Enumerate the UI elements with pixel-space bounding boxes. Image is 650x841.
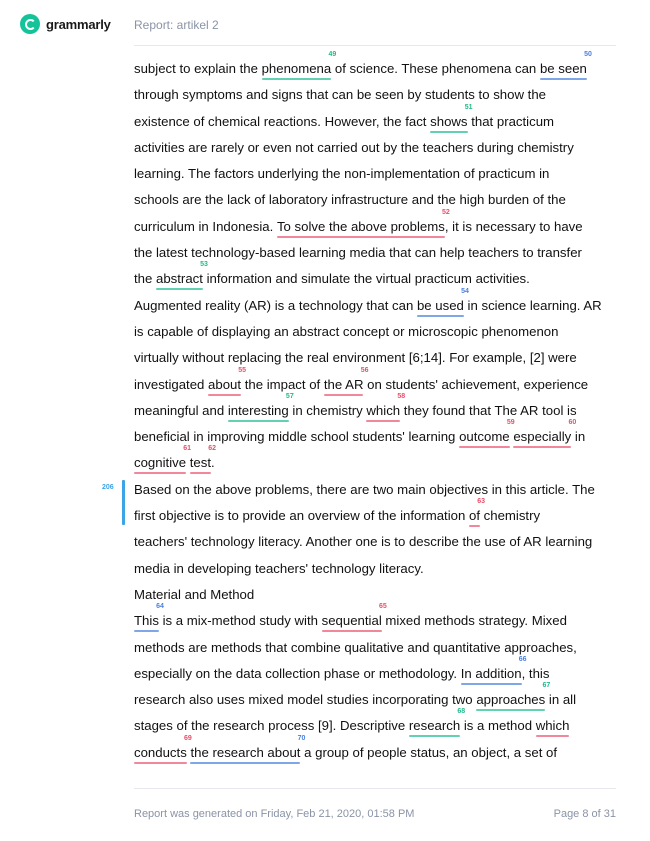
text-line [134,161,614,187]
suggestion-number: 51 [464,103,473,111]
text-line [134,319,614,345]
highlight-text: which [366,402,401,418]
highlight-text: test [189,455,211,471]
highlight-text: of [468,508,480,524]
suggestion-highlight[interactable] [189,445,216,471]
suggestion-highlight[interactable] [513,419,577,445]
text-line [134,734,614,766]
text-segment: chemistry [479,508,541,524]
section-heading [134,582,614,611]
highlight-text: shows [430,113,468,129]
suggestion-number: 49 [328,51,337,58]
text-segment: that practicum [467,113,555,129]
text-segment: teachers' technology literacy. Another one is to describe the use of AR learning [134,534,593,550]
suggestion-highlight[interactable] [476,682,551,708]
suggestion-highlight[interactable] [430,103,473,130]
text-segment: learning. The factors underlying the non-implementation of practicum in [134,166,550,182]
suggestion-number: 60 [568,419,577,427]
suggestion-highlight[interactable] [321,603,387,629]
text-line [134,366,614,398]
suggestion-number: 55 [238,366,247,374]
suggestion-highlight[interactable] [539,51,592,77]
suggestion-highlight[interactable] [536,717,570,734]
suggestion-highlight[interactable] [408,708,466,734]
text-segment: beneficial in improving middle school students' learning [134,429,460,445]
suggestion-highlight[interactable] [416,287,469,314]
highlight-text: be used [416,297,464,313]
text-segment: schools are the lack of laboratory infrastructure and the high burden of the [134,192,566,208]
text-line [134,445,614,476]
highlight-text: interesting [227,402,289,418]
text-segment: curriculum in Indonesia. [134,218,277,234]
text-line [102,477,614,506]
text-segment: , it is necessary to have [444,218,583,234]
text-line [134,187,614,213]
text-segment: Material and Method [134,586,255,602]
text-segment: , this [521,665,550,681]
suggestion-number: 52 [442,208,450,216]
suggestion-number: 67 [542,682,551,690]
text-segment: on students' achievement, experience [363,376,589,392]
suggestion-highlight[interactable] [468,498,485,524]
suggestion-highlight[interactable] [276,208,450,235]
text-segment: virtually without replacing the real environment [6;14]. For example, [2] were [134,350,577,366]
text-line [134,392,614,427]
paragraph-marker[interactable] [122,480,125,525]
highlight-text: sequential [321,613,382,629]
suggestion-highlight[interactable] [190,734,306,761]
suggestion-number: 61 [183,445,192,453]
text-line [134,287,614,319]
highlight-text: approaches [476,692,546,708]
highlight-text: which [535,718,570,734]
text-segment: methods are methods that combine qualitative and quantitative approaches, [134,639,577,655]
paragraph-number: 206 [102,483,114,491]
text-segment: media in developing teachers' technology literacy. [134,560,424,576]
text-line [134,498,614,529]
text-line [134,51,614,82]
highlight-text: To solve the above problems [276,218,445,234]
text-line [134,261,614,292]
text-segment: the latest technology-based learning media that can help teachers to transfer [134,245,582,261]
text-segment: the [134,271,156,287]
text-segment: the impact of [241,376,324,392]
highlight-text: the research about [190,744,301,760]
highlight-text: be seen [539,61,587,76]
text-segment: in all [545,692,577,708]
text-segment: subject to explain the [134,61,262,76]
suggestion-highlight[interactable] [323,366,369,393]
text-line [134,635,614,661]
grammarly-g-icon [20,14,40,34]
text-segment: in science learning. AR [463,297,602,313]
text-line [134,708,614,739]
text-segment: Augmented reality (AR) is a technology that can [134,297,417,313]
suggestion-highlight[interactable] [134,734,192,761]
highlight-text: about [208,376,242,392]
text-line [134,82,614,108]
highlight-text: In addition [460,665,522,681]
suggestion-number: 70 [297,734,306,742]
text-segment: is capable of displaying an abstract concept or microscopic phenomenon [134,323,559,339]
suggestion-number: 63 [477,498,485,506]
logo-text: grammarly [46,16,111,32]
highlight-text: outcome [459,429,510,445]
text-line [134,419,614,453]
text-segment: mixed methods strategy. Mixed [381,613,567,629]
text-segment: in chemistry [288,402,367,418]
suggestion-number: 68 [457,708,466,716]
suggestion-highlight[interactable] [459,419,515,445]
suggestion-number: 57 [285,392,294,400]
footer-divider [134,788,616,789]
text-line [134,603,614,634]
text-segment: of science. These phenomena can [331,61,540,76]
text-segment: research also uses mixed model studies incorporating two [134,692,477,708]
text-segment: existence of chemical reactions. However, the fact [134,113,431,129]
text-segment: investigated [134,376,209,392]
highlight-text: This [134,613,159,629]
suggestion-highlight[interactable] [366,392,406,419]
text-segment: is a method [460,718,536,734]
text-segment: especially on the data collection phase or methodology. [134,665,461,681]
text-segment: through symptoms and signs that can be seen by students to show the [134,87,546,103]
text-line [134,208,614,240]
text-line [134,103,614,135]
report-header [0,0,650,50]
suggestion-highlight[interactable] [261,51,337,77]
text-segment: meaningful and [134,402,228,418]
suggestion-highlight[interactable] [460,655,527,682]
text-segment: activities are rarely or even not carried out by the teachers during chemistry [134,139,574,155]
highlight-text: research [408,718,461,734]
highlight-text: cognitive [134,455,187,471]
text-segment: first objective is to provide an overview of the information [134,508,469,524]
page-number: Page 8 of 31 [553,808,616,820]
suggestion-highlight[interactable] [134,603,164,629]
grammarly-logo[interactable] [20,14,111,34]
text-segment: information and simulate the virtual practicum activities. [202,271,530,287]
text-line [134,529,614,555]
text-segment: they found that The AR tool is [400,402,577,418]
suggestion-number: 50 [584,51,592,58]
text-segment: Based on the above problems, there are two main objectives in this article. The [134,481,595,497]
suggestion-number: 56 [360,366,369,374]
highlight-text: abstract [156,271,203,287]
highlight-text: conducts [134,744,187,760]
suggestion-number: 69 [184,734,192,742]
suggestion-number: 53 [200,261,208,269]
text-line [134,135,614,161]
text-line [134,345,614,371]
text-segment: stages of the research process [9]. Descriptive [134,718,409,734]
suggestion-number: 54 [461,287,469,295]
text-segment: is a mix-method study with [158,613,322,629]
report-generated-text: Report was generated on Friday, Feb 21, 2020, 01:58 PM [134,808,415,820]
text-segment: . [211,455,215,471]
suggestion-number: 65 [378,603,387,611]
suggestion-number: 59 [506,419,515,427]
text-line [134,556,614,582]
highlight-text: the AR [323,376,364,392]
text-line [134,682,614,716]
highlight-text: especially [513,429,572,445]
suggestion-number: 66 [518,655,527,663]
highlight-text: phenomena [261,61,332,76]
suggestion-number: 58 [397,392,406,400]
suggestion-highlight[interactable] [208,366,247,393]
text-segment: in [571,429,586,445]
document-body [102,51,614,766]
suggestion-highlight[interactable] [134,445,192,471]
text-segment: a group of people status, an object, a set of [300,744,558,760]
suggestion-highlight[interactable] [227,392,294,419]
report-title: Report: artikel 2 [134,18,219,32]
suggestion-number: 62 [208,445,216,453]
suggestion-number: 64 [156,603,164,611]
suggestion-highlight[interactable] [156,261,208,287]
header-divider [134,45,616,46]
